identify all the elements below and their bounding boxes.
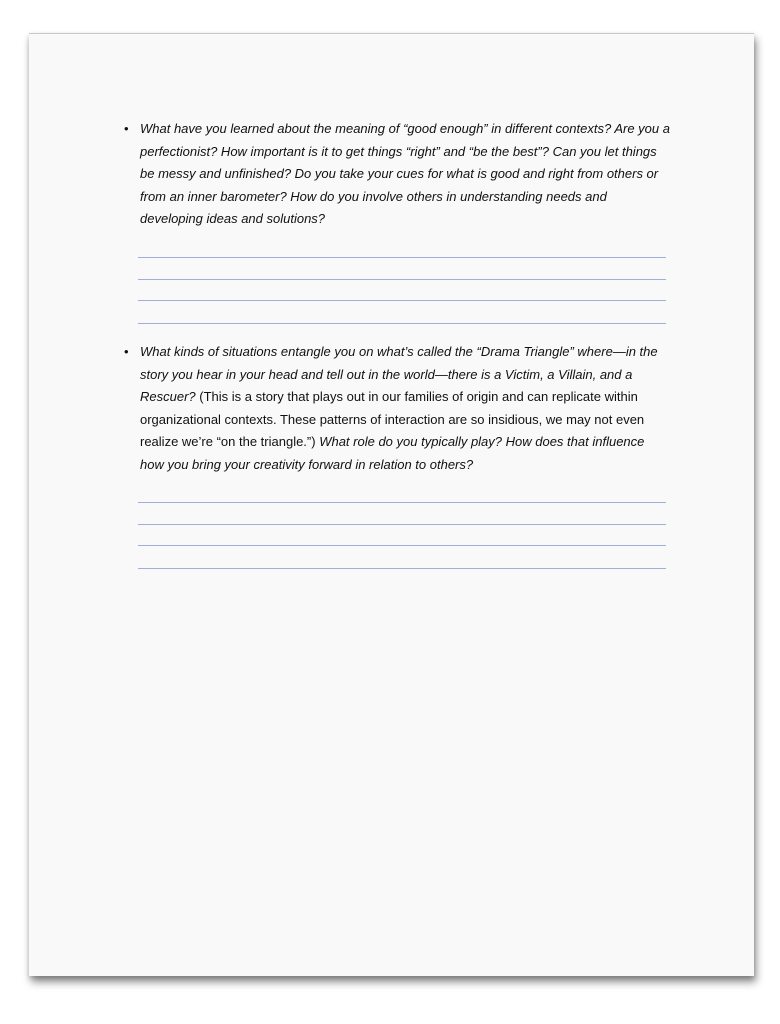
question-1: [140, 118, 670, 231]
answer-line[interactable]: [138, 502, 666, 503]
question-1-text: What have you learned about the meaning of “good enough” in different contexts? Are you a perfectionist? How important is it to get things “right” and “be the best”? Can you let things be messy and unfinished? Do you take your cues for what is good and right from others or from an inner barometer? How do you involve others in understanding needs and developing ideas and solutions?: [140, 121, 670, 226]
answer-line[interactable]: [138, 568, 666, 569]
answer-line[interactable]: [138, 279, 666, 280]
answer-line[interactable]: [138, 524, 666, 525]
answer-line[interactable]: [138, 257, 666, 258]
question-2-text-part-3: What role do you typically play? How does that influence how you bring your creativity forward in relation to others?: [140, 434, 645, 472]
bullet-marker: •: [124, 344, 129, 359]
bullet-marker: •: [124, 121, 129, 136]
question-2-text-part-1: What kinds of situations entangle you on what’s called the “Drama Triangle” where—in the story you hear in your head and tell out in the world—there is a Victim, a Villain, and a Rescuer?: [140, 344, 658, 404]
question-2: [140, 341, 670, 476]
question-2-text-part-2: (This is a story that plays out in our families of origin and can replicate within organizational contexts. These patterns of interaction are so insidious, we may not even realize we’re “on the triangle.”): [140, 389, 645, 449]
answer-line[interactable]: [138, 300, 666, 301]
answer-line[interactable]: [138, 545, 666, 546]
answer-line[interactable]: [138, 323, 666, 324]
